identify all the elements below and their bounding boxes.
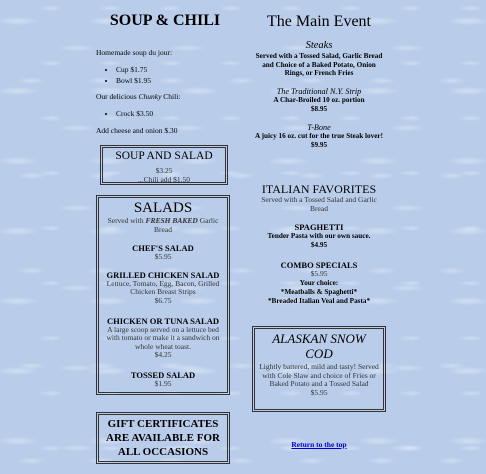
soup-chili-title: SOUP & CHILI bbox=[109, 12, 221, 29]
soup-salad-note: ...Chili add $1.50 bbox=[137, 174, 191, 184]
steak-item-name: T-Bone bbox=[307, 122, 331, 132]
soup-heading: Homemade soup du jour: bbox=[96, 48, 173, 57]
salads-title: SALADS bbox=[133, 200, 193, 216]
salad-item-price: $6.75 bbox=[154, 295, 172, 305]
cod-title: ALASKAN SNOW COD bbox=[272, 331, 366, 361]
salad-item-name: GRILLED CHICKEN SALAD bbox=[106, 269, 220, 280]
soup-bowl: • Bowl $1.95 bbox=[116, 75, 266, 86]
addon-text: Add cheese and onion $.30 bbox=[96, 126, 178, 135]
salad-item-desc: A large scoop served on a lettuce bed with tomato or make it a sandwich on whole wheat toast. bbox=[106, 324, 220, 351]
spaghetti-desc: Tender Pasta with our own sauce. bbox=[267, 232, 371, 241]
spaghetti-price: $4.95 bbox=[310, 241, 328, 250]
steaks-section bbox=[252, 40, 386, 150]
cod-box bbox=[252, 326, 386, 412]
spaghetti-name: SPAGHETTI bbox=[294, 222, 344, 233]
steak-item-price: $8.95 bbox=[310, 104, 328, 113]
steak-item-desc: A Char-Broiled 10 oz. portion bbox=[273, 95, 365, 104]
steak-item-price: $9.95 bbox=[310, 140, 328, 149]
italian-title: ITALIAN FAVORITES bbox=[261, 182, 377, 196]
salad-item-desc: Lettuce, Tomato, Egg, Bacon, Grilled Chicken Breast Strips bbox=[106, 278, 220, 297]
soup-cup: • Cup $1.75 bbox=[116, 64, 266, 75]
soup-salad-box bbox=[100, 145, 228, 185]
combo-option: *Breaded Italian Veal and Pasta* bbox=[267, 296, 371, 305]
italian-section bbox=[252, 182, 386, 306]
salad-item-price: $4.25 bbox=[154, 350, 172, 360]
gift-certificates-box: GIFT CERTIFICATES ARE AVAILABLE FOR ALL OCCASIONS bbox=[96, 412, 230, 464]
salads-intro: Served with FRESH BAKED Garlic Bread bbox=[107, 216, 219, 234]
soup-salad-price: $3.25 bbox=[155, 166, 173, 175]
return-to-top-link[interactable]: Return to the top bbox=[291, 440, 347, 449]
salad-item-price: $1.95 bbox=[154, 378, 172, 388]
combo-name: COMBO SPECIALS bbox=[280, 260, 358, 271]
combo-price: $5.95 bbox=[310, 269, 328, 279]
salad-item-name: CHICKEN OR TUNA SALAD bbox=[106, 315, 219, 326]
chili-crock: • Crock $3.50 bbox=[116, 108, 266, 119]
soup-list bbox=[96, 64, 266, 86]
steak-item-desc: A juicy 16 oz. cut for the true Steak lover! bbox=[254, 131, 384, 140]
chili-heading: Our delicious Chunky Chili: bbox=[96, 92, 181, 101]
steaks-title: Steaks bbox=[305, 40, 333, 51]
main-event-title: The Main Event bbox=[267, 13, 371, 30]
combo-option: *Meatballs & Spaghetti* bbox=[280, 287, 358, 296]
italian-subtitle: Served with a Tossed Salad and Garlic Bread bbox=[261, 195, 377, 213]
salad-item-price: $5.95 bbox=[154, 252, 172, 262]
salad-item-name: CHEF'S SALAD bbox=[132, 243, 194, 254]
cod-price: $5.95 bbox=[310, 387, 328, 397]
combo-choice: Your choice: bbox=[299, 278, 339, 287]
salads-box bbox=[96, 195, 230, 395]
steak-item-name: The Traditional N.Y. Strip bbox=[276, 86, 362, 96]
steaks-subtitle: Served with a Tossed Salad, Garlic Bread and Choice of a Baked Potato, Onion Rings, or French Fries bbox=[255, 52, 383, 78]
cod-desc: Lightly battered, mild and tasty! Served with Cole Slaw and choice of Fries or Baked Potato and a Tossed Salad bbox=[259, 362, 379, 389]
salad-item-name: TOSSED SALAD bbox=[130, 369, 196, 380]
chili-list bbox=[96, 108, 266, 119]
soup-salad-title: SOUP AND SALAD bbox=[115, 150, 213, 162]
